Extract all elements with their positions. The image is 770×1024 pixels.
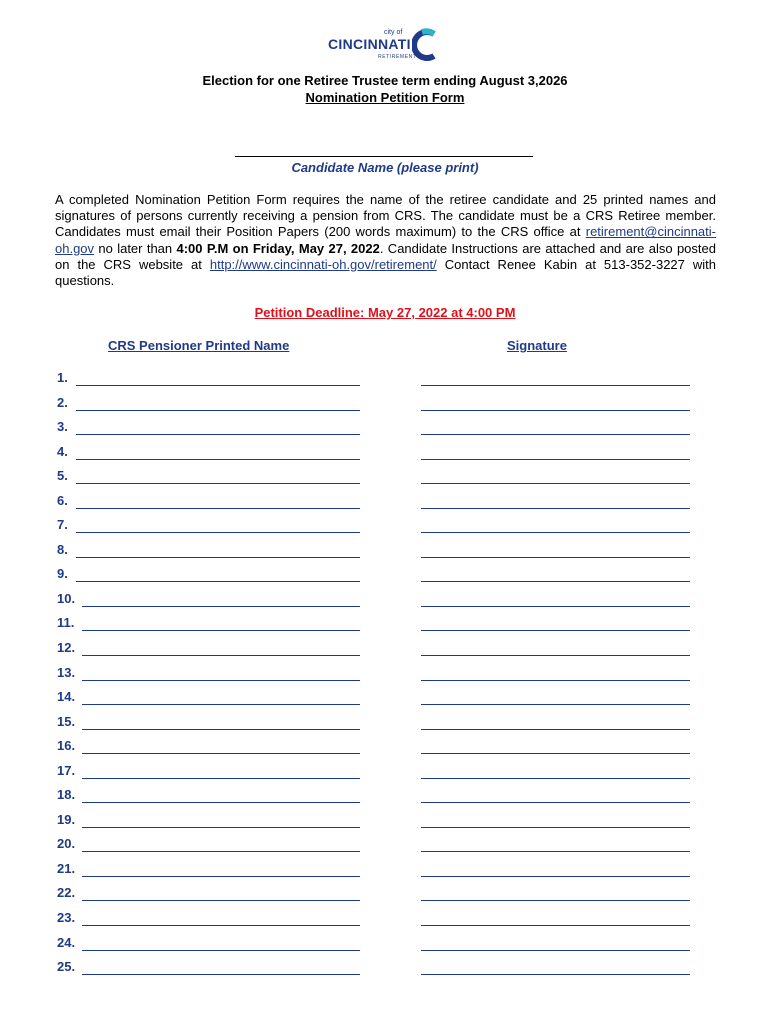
signature-field[interactable] bbox=[421, 532, 690, 533]
printed-name-field[interactable] bbox=[82, 900, 360, 901]
petition-row bbox=[0, 808, 770, 833]
page-title: Election for one Retiree Trustee term ending August 3,2026 bbox=[202, 73, 568, 88]
printed-name-field[interactable] bbox=[76, 532, 360, 533]
signature-field[interactable] bbox=[421, 729, 690, 730]
deadline-inline: 4:00 P.M on Friday, May 27, 2022 bbox=[176, 240, 380, 256]
signature-field[interactable] bbox=[421, 483, 690, 484]
row-number: 24. bbox=[57, 934, 76, 950]
row-number: 11. bbox=[57, 615, 75, 631]
instructions-text-2: no later than bbox=[94, 240, 177, 256]
petition-row bbox=[0, 513, 770, 538]
printed-name-field[interactable] bbox=[82, 606, 360, 607]
signature-field[interactable] bbox=[421, 410, 690, 411]
petition-row bbox=[0, 931, 770, 956]
logo-sub: RETIREMENT bbox=[378, 54, 417, 60]
petition-row bbox=[0, 587, 770, 612]
printed-name-field[interactable] bbox=[82, 974, 360, 975]
printed-name-field[interactable] bbox=[76, 385, 360, 386]
signature-field[interactable] bbox=[421, 581, 690, 582]
petition-deadline: Petition Deadline: May 27, 2022 at 4:00 PM bbox=[254, 305, 516, 320]
petition-row bbox=[0, 636, 770, 661]
signature-field[interactable] bbox=[421, 950, 690, 951]
row-number: 19. bbox=[57, 811, 76, 827]
signature-field[interactable] bbox=[421, 434, 690, 435]
petition-row bbox=[0, 366, 770, 391]
row-number: 23. bbox=[57, 910, 76, 926]
petition-row bbox=[0, 661, 770, 686]
printed-name-field[interactable] bbox=[76, 557, 360, 558]
instructions-text-3: . Candidate Instructions are attached and are also posted on the CRS website at bbox=[55, 240, 716, 272]
printed-name-field[interactable] bbox=[82, 630, 360, 631]
printed-name-field[interactable] bbox=[82, 778, 360, 779]
logo-city-of: city of bbox=[384, 29, 403, 36]
printed-name-field[interactable] bbox=[76, 434, 360, 435]
signature-field[interactable] bbox=[421, 655, 690, 656]
instructions-paragraph bbox=[55, 192, 716, 289]
petition-row bbox=[0, 489, 770, 514]
row-number: 13. bbox=[57, 664, 76, 680]
petition-row bbox=[0, 464, 770, 489]
petition-rows bbox=[0, 366, 770, 980]
printed-name-field[interactable] bbox=[82, 753, 360, 754]
row-number: 8. bbox=[57, 541, 68, 557]
signature-field[interactable] bbox=[421, 802, 690, 803]
petition-row bbox=[0, 391, 770, 416]
signature-field[interactable] bbox=[421, 606, 690, 607]
logo-name: CINCINNATI bbox=[328, 36, 411, 52]
row-number: 14. bbox=[57, 689, 76, 705]
petition-row bbox=[0, 955, 770, 980]
row-number: 7. bbox=[57, 517, 68, 533]
petition-row bbox=[0, 440, 770, 465]
petition-row bbox=[0, 710, 770, 735]
petition-row bbox=[0, 832, 770, 857]
row-number: 10. bbox=[57, 590, 76, 606]
row-number: 6. bbox=[57, 492, 68, 508]
instructions-text-1: A completed Nomination Petition Form requires the name of the retiree candidate and 25 printed names and signatures of persons currently receiving a pension from CRS. The candidate must be a CRS Retiree member. Candidates must email their Position Papers (200 words maximum) to the CRS office at bbox=[55, 192, 716, 240]
website-link[interactable]: http://www.cincinnati-oh.gov/retirement/ bbox=[209, 256, 437, 272]
signature-field[interactable] bbox=[421, 974, 690, 975]
row-number: 3. bbox=[57, 419, 68, 435]
signature-field[interactable] bbox=[421, 851, 690, 852]
row-number: 20. bbox=[57, 836, 76, 852]
signature-field[interactable] bbox=[421, 680, 690, 681]
petition-row bbox=[0, 538, 770, 563]
logo-c-icon bbox=[412, 28, 438, 62]
printed-name-field[interactable] bbox=[82, 925, 360, 926]
printed-name-field[interactable] bbox=[82, 802, 360, 803]
petition-row bbox=[0, 562, 770, 587]
cincinnati-retirement-logo bbox=[324, 26, 444, 66]
signature-field[interactable] bbox=[421, 508, 690, 509]
signature-field[interactable] bbox=[421, 704, 690, 705]
petition-row bbox=[0, 415, 770, 440]
signature-field[interactable] bbox=[421, 778, 690, 779]
printed-name-field[interactable] bbox=[82, 655, 360, 656]
petition-row bbox=[0, 881, 770, 906]
signature-field[interactable] bbox=[421, 459, 690, 460]
petition-row bbox=[0, 759, 770, 784]
row-number: 5. bbox=[57, 468, 68, 484]
candidate-name-label: Candidate Name (please print) bbox=[291, 160, 479, 175]
printed-name-field[interactable] bbox=[76, 508, 360, 509]
signature-field[interactable] bbox=[421, 827, 690, 828]
row-number: 4. bbox=[57, 443, 68, 459]
printed-name-field[interactable] bbox=[82, 950, 360, 951]
row-number: 16. bbox=[57, 738, 76, 754]
row-number: 12. bbox=[57, 640, 76, 656]
row-number: 1. bbox=[57, 370, 68, 385]
printed-name-field[interactable] bbox=[76, 410, 360, 411]
signature-field[interactable] bbox=[421, 557, 690, 558]
signature-field[interactable] bbox=[421, 753, 690, 754]
petition-row bbox=[0, 906, 770, 931]
signature-field[interactable] bbox=[421, 876, 690, 877]
petition-row bbox=[0, 783, 770, 808]
printed-name-field[interactable] bbox=[82, 680, 360, 681]
row-number: 2. bbox=[57, 394, 68, 410]
printed-name-field[interactable] bbox=[76, 483, 360, 484]
signature-field[interactable] bbox=[421, 630, 690, 631]
printed-name-header: CRS Pensioner Printed Name bbox=[108, 338, 290, 353]
signature-header: Signature bbox=[507, 338, 567, 353]
printed-name-field[interactable] bbox=[82, 827, 360, 828]
row-number: 17. bbox=[57, 762, 76, 778]
row-number: 15. bbox=[57, 713, 76, 729]
instructions-text-4: Contact Renee Kabin at 513-352-3227 with questions. bbox=[55, 256, 716, 289]
petition-row bbox=[0, 857, 770, 882]
signature-field[interactable] bbox=[421, 925, 690, 926]
printed-name-field[interactable] bbox=[82, 851, 360, 852]
signature-field[interactable] bbox=[421, 385, 690, 386]
petition-row bbox=[0, 734, 770, 759]
printed-name-field[interactable] bbox=[82, 704, 360, 705]
petition-row bbox=[0, 685, 770, 710]
candidate-name-line[interactable] bbox=[235, 156, 533, 157]
email-link[interactable]: retirement@cincinnati-oh.gov bbox=[55, 224, 716, 256]
row-number: 18. bbox=[57, 787, 76, 803]
row-number: 25. bbox=[57, 959, 76, 975]
printed-name-field[interactable] bbox=[76, 581, 360, 582]
row-number: 21. bbox=[57, 860, 76, 876]
signature-field[interactable] bbox=[421, 900, 690, 901]
petition-row bbox=[0, 611, 770, 636]
printed-name-field[interactable] bbox=[82, 729, 360, 730]
printed-name-field[interactable] bbox=[82, 876, 360, 877]
page-subtitle: Nomination Petition Form bbox=[305, 90, 465, 105]
row-number: 22. bbox=[57, 885, 76, 901]
printed-name-field[interactable] bbox=[76, 459, 360, 460]
row-number: 9. bbox=[57, 566, 68, 582]
